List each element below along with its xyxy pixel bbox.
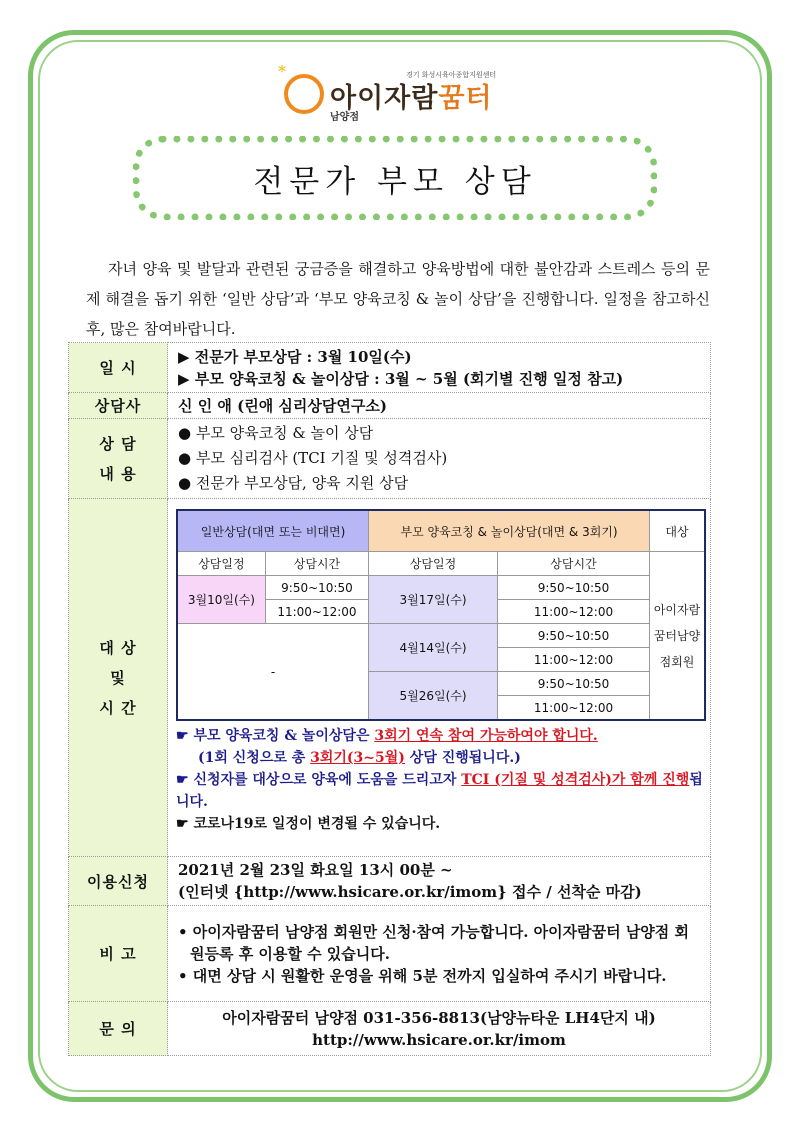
logo-branch: 남양점 [330, 112, 359, 123]
coaching-time: 9:50~10:50 [497, 672, 649, 696]
apply-line-1: 2021년 2월 23일 화요일 13시 00분 ~ [178, 861, 453, 879]
label-target-2: 및 [110, 668, 126, 687]
subheader-time: 상담시간 [497, 552, 649, 576]
row-content [69, 419, 711, 499]
label-counselor: 상담사 [69, 393, 168, 419]
note-2 [176, 769, 710, 813]
header-target: 대상 [650, 510, 706, 552]
note-1-text: 부모 양육코칭 & 놀이상담은 [193, 728, 375, 744]
coaching-time: 9:50~10:50 [497, 624, 649, 648]
target-text: 아이자람꿈터남양점회원 [653, 602, 701, 669]
label-target-3: 시 간 [99, 698, 137, 717]
note-3 [176, 813, 710, 835]
note-1-sub-a: (1회 신청으로 총 [198, 750, 311, 766]
contact-url[interactable]: http://www.hsicare.or.kr/imom [312, 1030, 566, 1049]
logo [272, 64, 532, 128]
remark-item: • 아이자람꿈터 남양점 회원만 신청·참여 가능합니다. 아이자람꿈터 남양점 회원등록 후 이용할 수 있습니다. [178, 922, 690, 963]
note-1 [176, 725, 710, 747]
label-content-2: 내 용 [99, 464, 137, 483]
content-item: ● 부모 양육코칭 & 놀이 상담 [178, 424, 374, 442]
note-2-tail: 됩니다. [176, 772, 703, 810]
logo-name-b: 꿈터 [438, 83, 493, 114]
note-1-sub [176, 747, 710, 769]
coaching-time: 11:00~12:00 [497, 600, 649, 624]
coaching-date: 5월26일(수) [369, 672, 498, 721]
row-target [69, 499, 711, 857]
coaching-time: 9:50~10:50 [497, 576, 649, 600]
page-title: 전문가 부모 상담 [253, 163, 537, 200]
intro-paragraph: 자녀 양육 및 발달과 관련된 궁금증을 해결하고 양육방법에 대한 불안감과 스트레스 등의 문제 해결을 돕기 위한 ‘일반 상담’과 ‘부모 양육코칭 & 놀이 상담’을 진행합니다. 일정을 참고하신 후, 많은 참여바랍니다. [86, 260, 710, 338]
general-time: 11:00~12:00 [265, 600, 368, 624]
coaching-date: 3월17일(수) [369, 576, 498, 624]
apply-line-2: (인터넷 {http://www.hsicare.or.kr/imom} 접수 / 선착순 마감) [178, 883, 642, 901]
pointing-hand-icon: ☛ [176, 816, 189, 832]
subheader-date: 상담일정 [177, 552, 265, 576]
label-content-1: 상 담 [99, 434, 137, 453]
pointing-hand-icon: ☛ [176, 772, 189, 788]
coaching-date: 4월14일(수) [369, 624, 498, 672]
general-date: 3월10일(수) [177, 576, 265, 624]
info-table [68, 342, 711, 1056]
row-remarks [69, 906, 711, 1002]
note-3-text: 코로나19로 일정이 변경될 수 있습니다. [193, 816, 441, 832]
row-schedule [69, 343, 711, 393]
general-time: 9:50~10:50 [265, 576, 368, 600]
coaching-time: 11:00~12:00 [497, 648, 649, 672]
notes [176, 725, 710, 835]
schedule-line-1: ▶ 전문가 부모상담 : 3월 10일(수) [178, 347, 412, 366]
note-1-sub-b: 상담 진행됩니다.) [404, 750, 521, 766]
row-contact [69, 1002, 711, 1056]
logo-name-a: 아이자람 [330, 83, 439, 114]
target-value [650, 552, 706, 721]
label-contact: 문 의 [69, 1002, 168, 1056]
counselor-value: 신 인 애 (린애 심리상담연구소) [168, 393, 711, 419]
label-target-1: 대 상 [99, 638, 137, 657]
label-schedule: 일 시 [69, 343, 168, 393]
contact-line: 아이자람꿈터 남양점 031-356-8813(남양뉴타운 LH4단지 내) [222, 1008, 656, 1027]
title-box [133, 136, 657, 220]
remark-item: • 대면 상담 시 원활한 운영을 위해 5분 전까지 입실하여 주시기 바랍니다. [178, 966, 667, 985]
subheader-date: 상담일정 [369, 552, 498, 576]
general-empty: - [177, 624, 369, 721]
schedule-line-2: ▶ 부모 양육코칭 & 놀이상담 : 3월 ~ 5월 (회기별 진행 일정 참고) [178, 369, 624, 388]
header-general: 일반상담(대면 또는 비대면) [177, 510, 369, 552]
logo-face-icon [284, 74, 324, 114]
subheader-time: 상담시간 [265, 552, 368, 576]
note-2-highlight: TCI (기질 및 성격검사)가 함께 진행 [461, 772, 690, 788]
pointing-hand-icon: ☛ [176, 728, 189, 744]
note-1-sub-highlight: 3회기(3~5월) [310, 750, 405, 766]
coaching-time: 11:00~12:00 [497, 696, 649, 721]
schedule-table [176, 509, 706, 721]
note-2-text: 신청자를 대상으로 양육에 도움을 드리고자 [193, 772, 462, 788]
row-apply [69, 857, 711, 906]
content-item: ● 부모 심리검사 (TCI 기질 및 성격검사) [178, 449, 448, 467]
logo-org: 경기 화성시육아종합지원센터 [406, 71, 497, 79]
note-1-highlight: 3회기 연속 참여 가능하여야 합니다. [374, 728, 598, 744]
content-item: ● 전문가 부모상담, 양육 지원 상담 [178, 474, 409, 492]
logo-star: * [278, 62, 286, 81]
label-apply: 이용신청 [69, 857, 168, 906]
header-coaching: 부모 양육코칭 & 놀이상담(대면 & 3회기) [369, 510, 650, 552]
row-counselor [69, 393, 711, 419]
label-remarks: 비 고 [69, 906, 168, 1002]
